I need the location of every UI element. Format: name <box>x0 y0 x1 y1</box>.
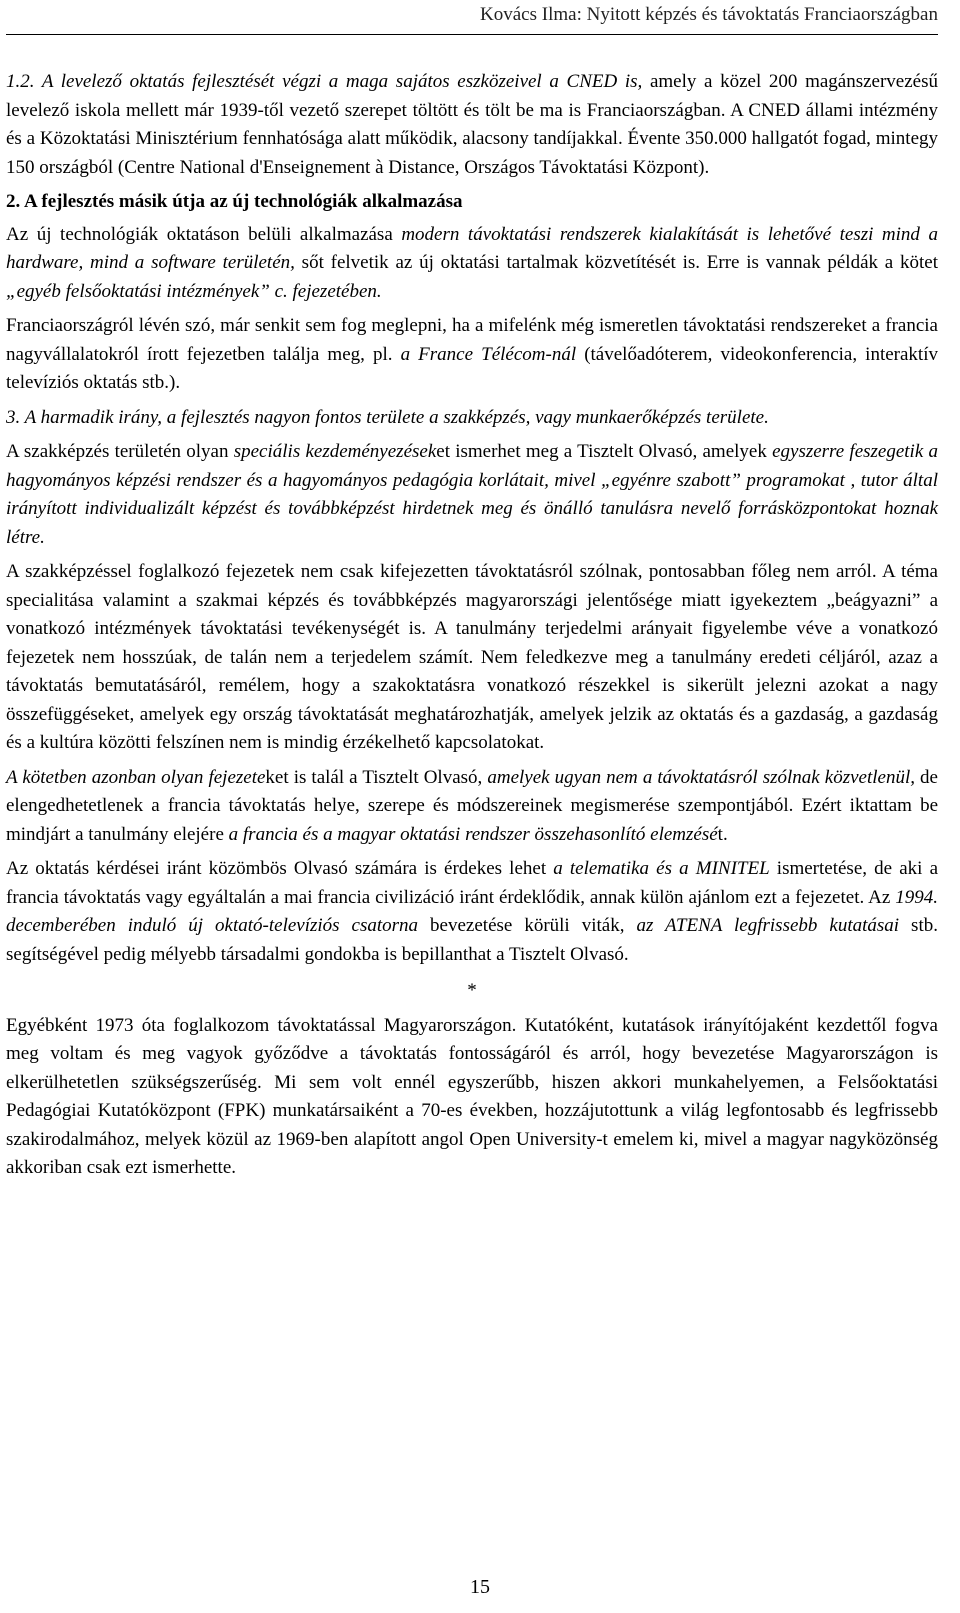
italic-run: modern távoktatási rendszerek kialakítását is lehetővé teszi mind a hardware, mind a software területén, <box>6 223 938 273</box>
italic-run: egyszerre feszegetik a hagyományos képzési rendszer és a hagyományos pedagógia korlátait, mivel „egyénre szabott” programokat , tutor által irányított individualizált képzést és továbbképzést hirdetnek meg és önálló tanulásra nevelő forrásközpontokat hoznak létre. <box>6 441 939 548</box>
text-run: et ismerhet meg a Tisztelt Olvasó, amelyek <box>436 441 773 462</box>
paragraph-france-telecom <box>6 312 938 398</box>
paragraph-vocational-chapters: A szakképzéssel foglalkozó fejezetek nem csak kifejezetten távoktatásról szólnak, pontosabban főleg nem arról. A téma specialitása valamint a szakmai képzés és továbbképzés magyarországi jelentősége miatt igyekeztem „beágyazni” a vonatkozó intézmények távoktatási tevékenységét is. A tanulmány terjedelmi arányait figyelembe véve a vonatkozó fejezetek nem hosszúak, de talán nem a terjedelem számít. Nem feledkezve meg a tanulmány eredeti céljáról, azaz a távoktatás bemutatásáról, remélem, hogy a szakoktatásra vonatkozó részekkel is sikerült jelezni azokat a nagy összefüggéseket, amelyek egy ország távoktatását meghatározhatják, amelyek jelzik az oktatás és a gazdaság, a gazdaság és a kultúra közötti felszínen nem is mindig érzékelhető kapcsolatokat. <box>6 561 938 753</box>
text-run: Franciaországról lévén szó, már senkit sem fog meglepni, ha a mifelénk még ismeretlen távoktatási rendszereket a francia nagyvállalatokról írott fejezetben találja meg, pl. <box>6 315 938 365</box>
italic-run: a francia és a magyar oktatási rendszer összehasonlító elemzésé <box>228 823 718 845</box>
paragraph-author-background: Egyébként 1973 óta foglalkozom távoktatással Magyarországon. Kutatóként, kutatások irányítójaként kezdettől fogva meg voltam és meg vagyok győződve a távoktatás fontosságáról és arról, hogy bevezetése Magyarországon is elkerülhetetlen szükségszerűség. Mi sem volt ennél egyszerűbb, hiszen akkori munkahelyemen, a Felsőoktatási Pedagógiai Kutatóközpont (FPK) munkatársaiként a 70-es években, hozzájutottunk a világ legfontosabb és legfrissebb szakirodalmához, melyek közül az 1969-ben alapított angol Open University-t emelem ki, mivel a magyar nagyközönség akkoriban csak ezt ismerhette. <box>6 1014 938 1178</box>
section-heading-2: 2. A fejlesztés másik útja az új technológiák alkalmazása <box>6 191 463 212</box>
italic-run: „egyéb felsőoktatási intézmények” c. fejezetében. <box>6 280 382 302</box>
italic-run: a France Télécom-nál <box>400 343 577 365</box>
header-rule <box>6 34 938 35</box>
paragraph-cned-text: amely a közel 200 magánszervezésű levelező iskola mellett már 1939-től vezető szerepet töltött és tölt be ma is Franciaországban. A CNED állami intézmény és a Közoktatási Minisztérium fennhatósága alatt működik, alacsony tandíjakkal. Évente 350.000 hallgatót fogad, mintegy 150 országból (Centre National d'Enseignement à Distance, Országos Távoktatási Központ). <box>6 71 938 178</box>
paragraph-other-chapters <box>6 764 938 850</box>
italic-run: speciális kezdeményezések <box>233 441 437 462</box>
text-run: Az új technológiák oktatáson belüli alkalmazása <box>6 223 402 245</box>
text-run: ket is talál a Tisztelt Olvasó, <box>265 766 488 788</box>
text-run: ismertetése, de aki a francia távoktatás vagy egyáltalán a mai francia civilizáció iránt érdeklődik, annak külön ajánlom ezt a fejezetet. Az <box>6 858 938 908</box>
paragraph-cned <box>6 68 938 182</box>
running-header: Kovács Ilma: Nyitott képzés és távoktatás Franciaországban <box>480 4 938 25</box>
italic-run: 3. A harmadik irány, a fejlesztés nagyon fontos területe a szakképzés, vagy munkaerőképzés területe. <box>6 406 769 428</box>
text-run: t. <box>717 823 728 845</box>
italic-run: A kötetben azonban olyan fejezete <box>6 766 266 788</box>
text-run: sőt felvetik az új oktatási tartalmak közvetítését is. Erre is vannak példák a kötet <box>294 252 938 273</box>
paragraph-new-technologies <box>6 221 938 307</box>
italic-run: amelyek ugyan nem a távoktatásról szólnak közvetlenül, <box>487 766 915 788</box>
italic-run: 1994. decemberében induló új oktató-televíziós csatorna <box>6 886 938 936</box>
section-heading-3 <box>6 404 938 433</box>
paragraph-cned-italic: 1.2. A levelező oktatás fejlesztését végzi a maga sajátos eszközeivel a CNED is, <box>6 71 643 92</box>
paragraph-telematics <box>6 855 938 969</box>
italic-run: a telematika és a MINITEL <box>553 858 770 879</box>
page-body <box>6 68 938 1189</box>
section-separator: * <box>467 980 477 1001</box>
page-number: 15 <box>470 1576 490 1598</box>
italic-run: az ATENA legfrissebb kutatásai <box>636 915 900 936</box>
text-run: (távelőadóterem, videokonferencia, interaktív televíziós oktatás stb.). <box>6 343 938 393</box>
text-run: bevezetése körüli viták, <box>418 915 637 936</box>
text-run: Az oktatás kérdései iránt közömbös Olvasó számára is érdekes lehet <box>6 858 554 879</box>
text-run: stb. segítségével pedig mélyebb társadalmi gondokba is bepillanthat a Tisztelt Olvasó. <box>6 915 938 965</box>
text-run: A szakképzés területén olyan <box>6 441 234 462</box>
text-run: de elengedhetetlenek a francia távoktatás helye, szerepe és módszereinek megismerése szempontjából. Ezért iktattam be mindjárt a tanulmány elejére <box>6 766 938 845</box>
paragraph-vocational <box>6 438 938 552</box>
